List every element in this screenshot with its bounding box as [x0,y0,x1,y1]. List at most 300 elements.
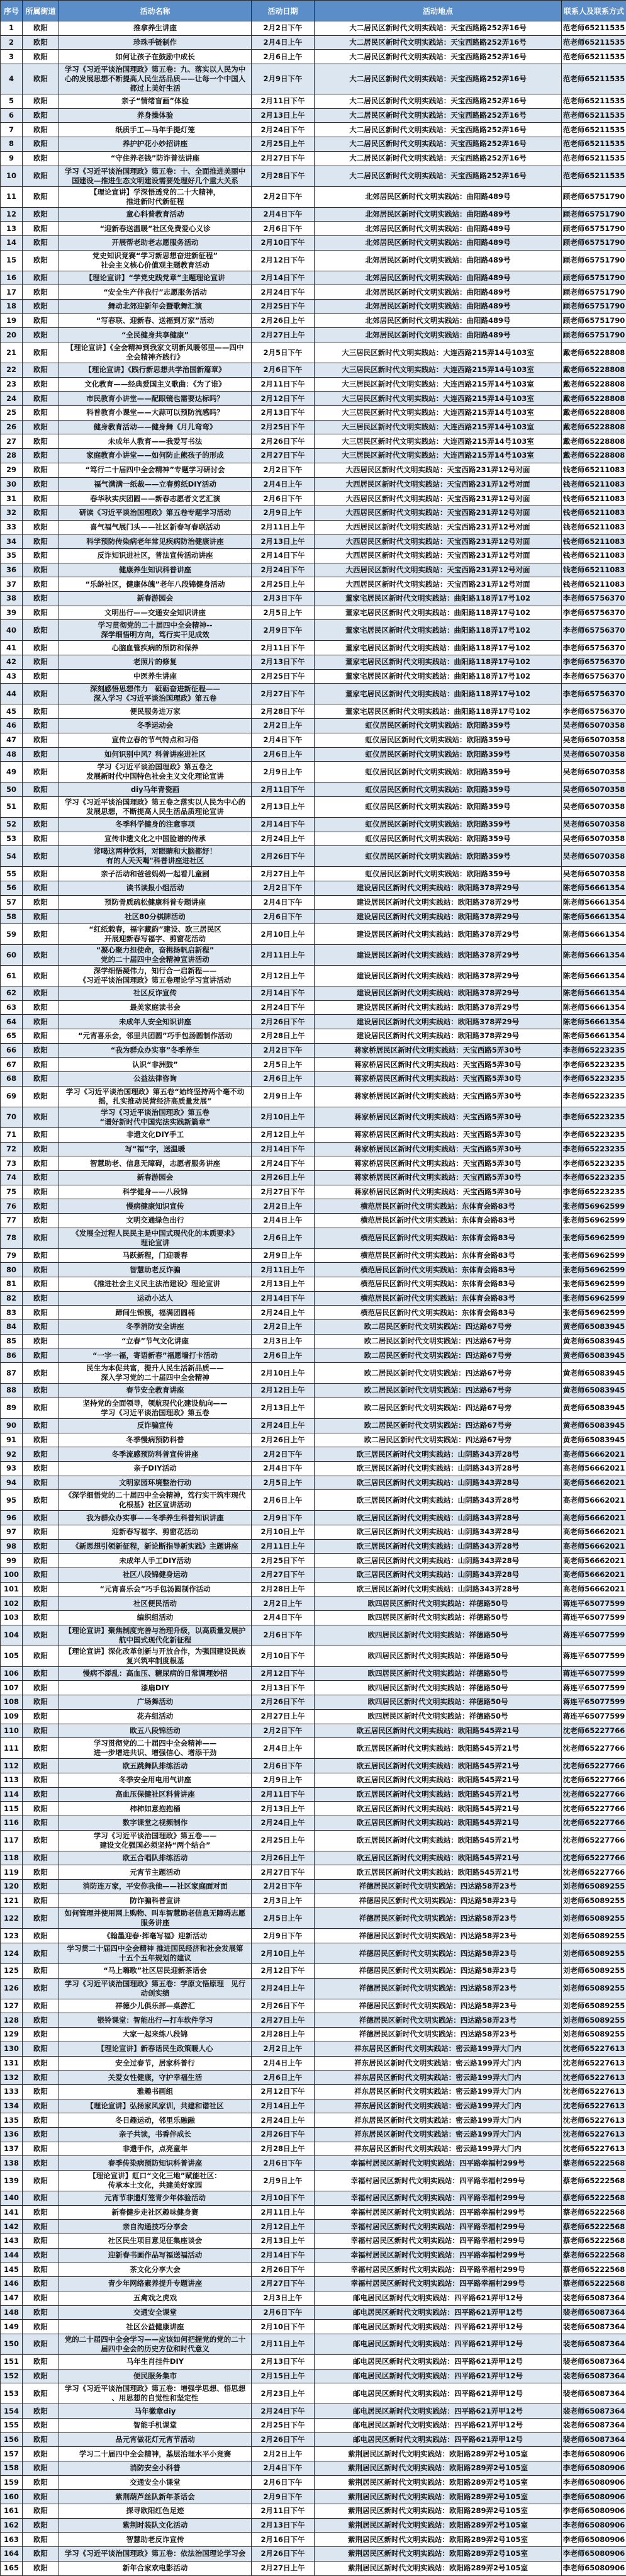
row-street: 欧阳 [23,2369,59,2383]
row-activity-date: 2月6日上午 [252,1228,315,1248]
row-contact: 刘老师65089255 [562,1908,626,1929]
row-contact: 顾老师65751790 [562,235,626,250]
row-activity-name: 广场舞活动 [59,1695,252,1710]
row-number: 160 [1,2490,23,2504]
row-activity-location: 邮电居民区新时代文明实践站：四平路621弄甲12号 [315,2418,562,2432]
row-activity-name: 欧五跳舞队排练活动 [59,1759,252,1773]
row-number: 43 [1,669,23,684]
row-contact: 李老师65223235 [562,1058,626,1072]
row-activity-name: 亲自沟通技巧分享会 [59,2220,252,2234]
row-activity-date: 2月25日下午 [252,2418,315,2432]
row-activity-name: 茶文化分享大会 [59,2262,252,2277]
row-activity-location: 建设居民区新时代文明实践站：欧阳路378弄29号 [315,895,562,910]
row-activity-name: 便民服务进万家 [59,704,252,719]
row-activity-location: 邮电居民区新时代文明实践站：四平路621弄甲12号 [315,2369,562,2383]
row-street: 欧阳 [23,2127,59,2142]
row-number: 7 [1,123,23,137]
row-activity-location: 祥东居民区新时代文明实践站：密云路199弄大门内 [315,2042,562,2056]
row-activity-location: 祥东居民区新时代文明实践站：密云路199弄大门内 [315,2070,562,2085]
row-contact: 刘老师65089255 [562,1999,626,2013]
row-number: 65 [1,1029,23,1044]
row-activity-date: 2月26日下午 [252,846,315,867]
row-number: 114 [1,1787,23,1802]
row-street: 欧阳 [23,1320,59,1335]
row-street: 欧阳 [23,520,59,534]
row-number: 89 [1,1398,23,1418]
row-street: 欧阳 [23,2383,59,2404]
row-number: 46 [1,719,23,733]
row-activity-name: “全民健身共享健康” [59,328,252,342]
row-number: 12 [1,207,23,222]
table-row [1,832,626,846]
table-row [1,2354,626,2369]
row-activity-name: 研读《习近平谈治国理政》第五卷专题学习活动 [59,506,252,520]
row-street: 欧阳 [23,207,59,222]
row-street: 欧阳 [23,2262,59,2277]
row-number: 74 [1,1170,23,1185]
row-contact: 吴老师65070358 [562,817,626,832]
row-activity-location: 幸福村居民区新时代文明实践站：四平路幸福村299号 [315,2262,562,2277]
row-contact: 蔡老师65222568 [562,2277,626,2291]
row-street: 欧阳 [23,867,59,881]
row-number: 88 [1,1384,23,1398]
table-row [1,1418,626,1433]
row-contact: 沈老师65227613 [562,2042,626,2056]
row-street: 欧阳 [23,492,59,506]
row-street: 欧阳 [23,2404,59,2419]
row-activity-location: 北郊居民区新时代文明实践站：曲阳路489号 [315,271,562,285]
row-activity-location: 建设居民区新时代文明实践站：欧阳路378弄29号 [315,986,562,1001]
row-activity-date: 2月27日下午 [252,684,315,704]
row-street: 欧阳 [23,1554,59,1568]
row-activity-date: 2月6日下午 [252,2156,315,2171]
row-number: 164 [1,2547,23,2562]
row-street: 欧阳 [23,1185,59,1199]
row-activity-location: 欧五居民区新时代文明实践站：欧阳路545弄21号 [315,1865,562,1880]
row-street: 欧阳 [23,1000,59,1015]
row-street: 欧阳 [23,434,59,449]
row-number: 26 [1,420,23,434]
row-street: 欧阳 [23,1363,59,1384]
table-row [1,2113,626,2128]
row-number: 97 [1,1525,23,1539]
row-activity-date: 2月28日上午 [252,2028,315,2042]
table-row [1,1461,626,1476]
row-activity-name: 深学细悟凝伟力，知行合一启新程—— 《习近平谈治国理政》第五卷理论学习宣讲活动 [59,966,252,986]
row-activity-location: 祥德居民区新时代文明实践站：四达路58弄23号 [315,1943,562,1964]
row-activity-date: 2月9日下午 [252,2490,315,2504]
row-activity-date: 2月26日下午 [252,2127,315,2142]
row-activity-location: 蒋家桥居民区新时代文明实践站：天宝西路5弄30号 [315,1043,562,1058]
row-activity-date: 2月2日下午 [252,1043,315,1058]
row-activity-date: 2月26日下午 [252,2432,315,2447]
row-activity-location: 北郊居民区新时代文明实践站：曲阳路489号 [315,299,562,314]
row-number: 106 [1,1666,23,1681]
row-activity-location: 横范居民区新时代文明实践站：东体育会路83号 [315,1277,562,1292]
row-street: 欧阳 [23,719,59,733]
row-number: 100 [1,1568,23,1583]
row-street: 欧阳 [23,271,59,285]
row-street: 欧阳 [23,1476,59,1490]
row-street: 欧阳 [23,299,59,314]
row-number: 62 [1,986,23,1001]
row-contact: 刘老师65089255 [562,1978,626,1999]
row-street: 欧阳 [23,2042,59,2056]
row-number: 11 [1,186,23,207]
row-contact: 沈老师65227766 [562,1816,626,1830]
row-number: 99 [1,1554,23,1568]
row-activity-location: 欧四居民区新时代文明实践站：祥德路50号 [315,1681,562,1695]
row-activity-date: 2月24日下午 [252,123,315,137]
row-number: 128 [1,2013,23,2028]
row-activity-name: 大家一起来练八段锦 [59,2028,252,2042]
row-number: 78 [1,1228,23,1248]
row-activity-date: 2月24日下午 [252,285,315,300]
row-street: 欧阳 [23,2320,59,2334]
row-activity-date: 2月9日下午 [252,1929,315,1943]
row-activity-location: 虹仪居民区新时代文明实践站：欧阳路359号 [315,762,562,782]
row-activity-name: “马上嗨歌”社区居民迎新茶话会 [59,1964,252,1979]
row-activity-location: 欧四居民区新时代文明实践站：祥德路50号 [315,1646,562,1666]
row-number: 5 [1,94,23,109]
row-street: 欧阳 [23,123,59,137]
table-header-row [1,1,626,21]
row-number: 87 [1,1363,23,1384]
table-row [1,299,626,314]
row-number: 165 [1,2561,23,2575]
row-activity-name: 学习《习近平谈治国理政》第五卷：十、全面推进美丽中 国建设—推进生态文明建设需要处理好几个重大关系 [59,166,252,186]
row-activity-name: 柿柿如意抱抱桶 [59,1802,252,1816]
row-number: 146 [1,2277,23,2291]
table-row [1,1058,626,1072]
table-row [1,986,626,1001]
row-street: 欧阳 [23,986,59,1001]
row-contact: 陈老师56661354 [562,895,626,910]
table-row [1,314,626,328]
table-row [1,1611,626,1625]
row-number: 49 [1,762,23,782]
row-activity-location: 幸福村居民区新时代文明实践站：四平路幸福村299号 [315,2156,562,2171]
row-activity-name: “写春联、迎新春、送福到万家”活动 [59,314,252,328]
row-street: 欧阳 [23,1666,59,1681]
row-contact: 戴老师65228808 [562,377,626,392]
row-activity-location: 大二居民区新时代文明实践站：天宝西路路252弄16号 [315,21,562,36]
table-row [1,1894,626,1908]
table-row [1,655,626,670]
table-row [1,250,626,271]
table-row [1,577,626,592]
table-row [1,1072,626,1087]
row-contact: 刘老师65089255 [562,2013,626,2028]
row-activity-name: 学习《习近平谈治国理政》第五卷：依法治国理论学习会 [59,2547,252,2562]
row-contact: 蒋连平65077599 [562,1695,626,1710]
row-number: 126 [1,1978,23,1999]
row-activity-name: 防诈骗科普宣讲 [59,1894,252,1908]
row-street: 欧阳 [23,534,59,549]
row-number: 103 [1,1611,23,1625]
row-activity-date: 2月14日下午 [252,548,315,563]
row-activity-date: 2月26日下午 [252,1999,315,2013]
row-street: 欧阳 [23,655,59,670]
row-contact: 黄老师65083945 [562,1348,626,1363]
table-row [1,881,626,895]
row-number: 154 [1,2404,23,2419]
row-street: 欧阳 [23,21,59,36]
row-contact: 顾老师65751790 [562,285,626,300]
row-activity-date: 2月26日上午 [252,1433,315,1447]
row-number: 98 [1,1539,23,1554]
row-number: 68 [1,1072,23,1087]
row-activity-location: 建设居民区新时代文明实践站：欧阳路378弄29号 [315,910,562,924]
row-activity-location: 邮电居民区新时代文明实践站：四平路621弄甲12号 [315,2305,562,2320]
row-number: 102 [1,1596,23,1611]
table-row [1,1929,626,1943]
row-street: 欧阳 [23,796,59,817]
row-contact: 高老师56662021 [562,1568,626,1583]
row-contact: 陈老师56661354 [562,966,626,986]
row-number: 53 [1,832,23,846]
row-number: 162 [1,2518,23,2533]
row-number: 144 [1,2248,23,2262]
table-row [1,1490,626,1511]
table-row [1,2461,626,2476]
row-activity-name: 中医养生讲座 [59,669,252,684]
table-row [1,1306,626,1320]
table-row [1,94,626,109]
row-activity-location: 北郊居民区新时代文明实践站：曲阳路489号 [315,250,562,271]
table-row [1,1384,626,1398]
row-number: 157 [1,2447,23,2461]
row-contact: 吴老师65070358 [562,782,626,797]
row-activity-location: 横范居民区新时代文明实践站：东体育会路83号 [315,1306,562,1320]
row-activity-name: 新春游园会 [59,1170,252,1185]
row-activity-name: 春节安全教育讲座 [59,1384,252,1398]
row-number: 41 [1,641,23,655]
row-contact: 蒋连平65077599 [562,1709,626,1724]
row-activity-date: 2月26日下午 [252,1695,315,1710]
row-activity-date: 2月12日下午 [252,2084,315,2099]
row-contact: 黄老师65083945 [562,1418,626,1433]
table-row [1,1000,626,1015]
row-activity-location: 大西居民区新时代文明实践站：天宝西路231弄12号对面 [315,534,562,549]
table-row [1,1554,626,1568]
table-row [1,2220,626,2234]
table-row [1,2099,626,2113]
table-row [1,1334,626,1348]
row-number: 118 [1,1851,23,1865]
row-activity-date: 2月24日上午 [252,832,315,846]
table-row [1,21,626,36]
row-activity-date: 2月25日上午 [252,1830,315,1851]
table-row [1,563,626,577]
row-activity-name: 冬日趣运动，邻里乐融融 [59,2113,252,2128]
row-activity-date: 2月9日上午 [252,2171,315,2191]
table-row [1,2490,626,2504]
table-row [1,1525,626,1539]
row-number: 35 [1,548,23,563]
table-row [1,1398,626,1418]
row-number: 19 [1,314,23,328]
row-activity-location: 蒋家桥居民区新时代文明实践站：天宝西路5弄30号 [315,1058,562,1072]
row-contact: 吴老师65070358 [562,733,626,747]
row-activity-location: 欧四居民区新时代文明实践站：祥德路50号 [315,1666,562,1681]
row-number: 16 [1,271,23,285]
table-row [1,669,626,684]
row-activity-name: 非遗文化DIY手工 [59,1127,252,1142]
table-row [1,492,626,506]
row-activity-name: 智能手机课堂 [59,2418,252,2432]
row-activity-date: 2月26日上午 [252,1170,315,1185]
row-activity-location: 欧二居民区新时代文明实践站：四达路67号旁 [315,1384,562,1398]
row-activity-name: 学习《习近平谈治国理政》第五卷之落实以人民为中心的 发展思想，不断提高人民生活品质理论宣讲 [59,796,252,817]
row-activity-date: 2月4日上午 [252,1213,315,1228]
table-row [1,2369,626,2383]
row-street: 欧阳 [23,1978,59,1999]
table-row [1,548,626,563]
row-number: 2 [1,35,23,50]
row-activity-date: 2月25日上午 [252,137,315,152]
row-activity-date: 2月5日上午 [252,1908,315,1929]
row-contact: 张老师56962599 [562,1306,626,1320]
row-activity-name: 民生为本促共富，提升人民生活新品质—— 深入学习党的二十届四中全会精神 [59,1363,252,1384]
row-activity-date: 2月27日下午 [252,2277,315,2291]
row-number: 119 [1,1865,23,1880]
row-number: 63 [1,1000,23,1015]
row-activity-location: 董家宅居民区新时代文明实践站：曲阳路118弄17号102 [315,655,562,670]
row-contact: 李老师65756370 [562,684,626,704]
row-contact: 范老师65211535 [562,64,626,94]
row-street: 欧阳 [23,1964,59,1979]
table-row [1,1830,626,1851]
row-activity-date: 2月2日上午 [252,1199,315,1214]
row-contact: 陈老师56661354 [562,910,626,924]
row-activity-location: 祥德居民区新时代文明实践站：四达路58弄23号 [315,1908,562,1929]
row-contact: 陈老师56661354 [562,1029,626,1044]
row-activity-location: 欧五居民区新时代文明实践站：欧阳路545弄21号 [315,1773,562,1787]
row-activity-date: 2月6日上午 [252,2070,315,2085]
row-street: 欧阳 [23,577,59,592]
row-number: 130 [1,2042,23,2056]
row-street: 欧阳 [23,1433,59,1447]
row-activity-date: 2月13日下午 [252,1681,315,1695]
row-contact: 钱老师65211083 [562,492,626,506]
table-row [1,1851,626,1865]
row-contact: 吴老师65070358 [562,762,626,782]
row-street: 欧阳 [23,1787,59,1802]
row-number: 113 [1,1773,23,1787]
row-activity-name: 安全过春节，居家科普行 [59,2056,252,2070]
row-contact: 黄老师65083945 [562,1320,626,1335]
row-activity-name: 开展帮老助老志愿服务活动 [59,235,252,250]
row-contact: 李老师65080906 [562,2461,626,2476]
row-contact: 陈老师56661354 [562,881,626,895]
row-activity-name: 写“福”字，送温暖 [59,1142,252,1156]
row-activity-date: 2月28日下午 [252,166,315,186]
row-contact: 张老师56962599 [562,1248,626,1263]
row-number: 24 [1,392,23,406]
row-activity-location: 祥德居民区新时代文明实践站：四达路58弄23号 [315,1999,562,2013]
row-activity-name: “安全生产伴我行”志愿服务活动 [59,285,252,300]
row-activity-date: 2月13日上午 [252,2234,315,2249]
row-activity-location: 邮电居民区新时代文明实践站：四平路621弄甲12号 [315,2291,562,2305]
table-row [1,1802,626,1816]
row-activity-name: 读书读报小组活动 [59,881,252,895]
row-activity-name: 最美家庭读书会 [59,1000,252,1015]
row-activity-date: 2月3日上午 [252,2291,315,2305]
row-street: 欧阳 [23,1865,59,1880]
row-number: 90 [1,1418,23,1433]
row-activity-name: 社区八段锦健身运动 [59,1568,252,1583]
row-street: 欧阳 [23,782,59,797]
row-activity-name: “乐龄社区，健康体魄”老年八段锦健身活动 [59,577,252,592]
table-row [1,945,626,966]
table-row [1,1511,626,1525]
row-activity-location: 欧四居民区新时代文明实践站：祥德路50号 [315,1625,562,1646]
row-contact: 戴老师65228808 [562,342,626,363]
table-row [1,1142,626,1156]
row-activity-location: 建设居民区新时代文明实践站：欧阳路378弄29号 [315,1015,562,1029]
row-contact: 蒋连平65077599 [562,1611,626,1625]
row-activity-date: 2月27日上午 [252,867,315,881]
table-row [1,2127,626,2142]
row-contact: 裴老师65087364 [562,2404,626,2419]
row-activity-location: 蒋家桥居民区新时代文明实践站：天宝西路5弄30号 [315,1127,562,1142]
row-activity-date: 2月13日下午 [252,2518,315,2533]
row-number: 17 [1,285,23,300]
row-street: 欧阳 [23,1830,59,1851]
row-activity-location: 紫荆居民区新时代文明实践站：欧阳路289弄2号105室 [315,2490,562,2504]
row-activity-date: 2月4日上午 [252,35,315,50]
row-activity-name: 喜气福气展门头——社区新春写春联活动 [59,520,252,534]
row-activity-date: 2月24日下午 [252,2404,315,2419]
header-number: 序号 [1,1,23,21]
row-contact: 李老师65223235 [562,1086,626,1107]
row-activity-name: 纸质手工—马年手提灯笼 [59,123,252,137]
row-activity-date: 2月26日下午 [252,434,315,449]
row-activity-date: 2月2日上午 [252,719,315,733]
row-contact: 裴老师65087364 [562,2432,626,2447]
row-activity-location: 幸福村居民区新时代文明实践站：四平路幸福村299号 [315,2205,562,2220]
row-number: 158 [1,2461,23,2476]
table-row [1,406,626,421]
row-street: 欧阳 [23,2248,59,2262]
row-contact: 陈老师56661354 [562,945,626,966]
row-activity-name: 冬季科学健身的注意事项 [59,817,252,832]
row-activity-date: 2月27日上午 [252,1709,315,1724]
row-street: 欧阳 [23,2547,59,2562]
row-activity-date: 2月4日上午 [252,477,315,492]
row-activity-name: 春季传染病预防知识科普讲座 [59,2156,252,2171]
row-activity-name: 宣传立春的节气特点和习俗 [59,733,252,747]
row-street: 欧阳 [23,477,59,492]
row-number: 138 [1,2156,23,2171]
row-street: 欧阳 [23,2171,59,2191]
row-activity-name: 如何识别中风？科普讲座进社区 [59,747,252,762]
row-contact: 范老师65211535 [562,21,626,36]
row-activity-date: 2月2日上午 [252,1596,315,1611]
row-activity-date: 2月2日下午 [252,881,315,895]
row-street: 欧阳 [23,2418,59,2432]
row-contact: 高老师56662021 [562,1539,626,1554]
row-activity-location: 欧二居民区新时代文明实践站：四达路67号旁 [315,1320,562,1335]
row-activity-location: 欧三居民区新时代文明实践站：山阴路343弄28号 [315,1582,562,1596]
table-row [1,222,626,236]
row-contact: 高老师56662021 [562,1490,626,1511]
row-activity-location: 欧二居民区新时代文明实践站：四达路67号旁 [315,1348,562,1363]
row-number: 28 [1,449,23,463]
row-activity-date: 2月25日下午 [252,420,315,434]
table-row [1,910,626,924]
